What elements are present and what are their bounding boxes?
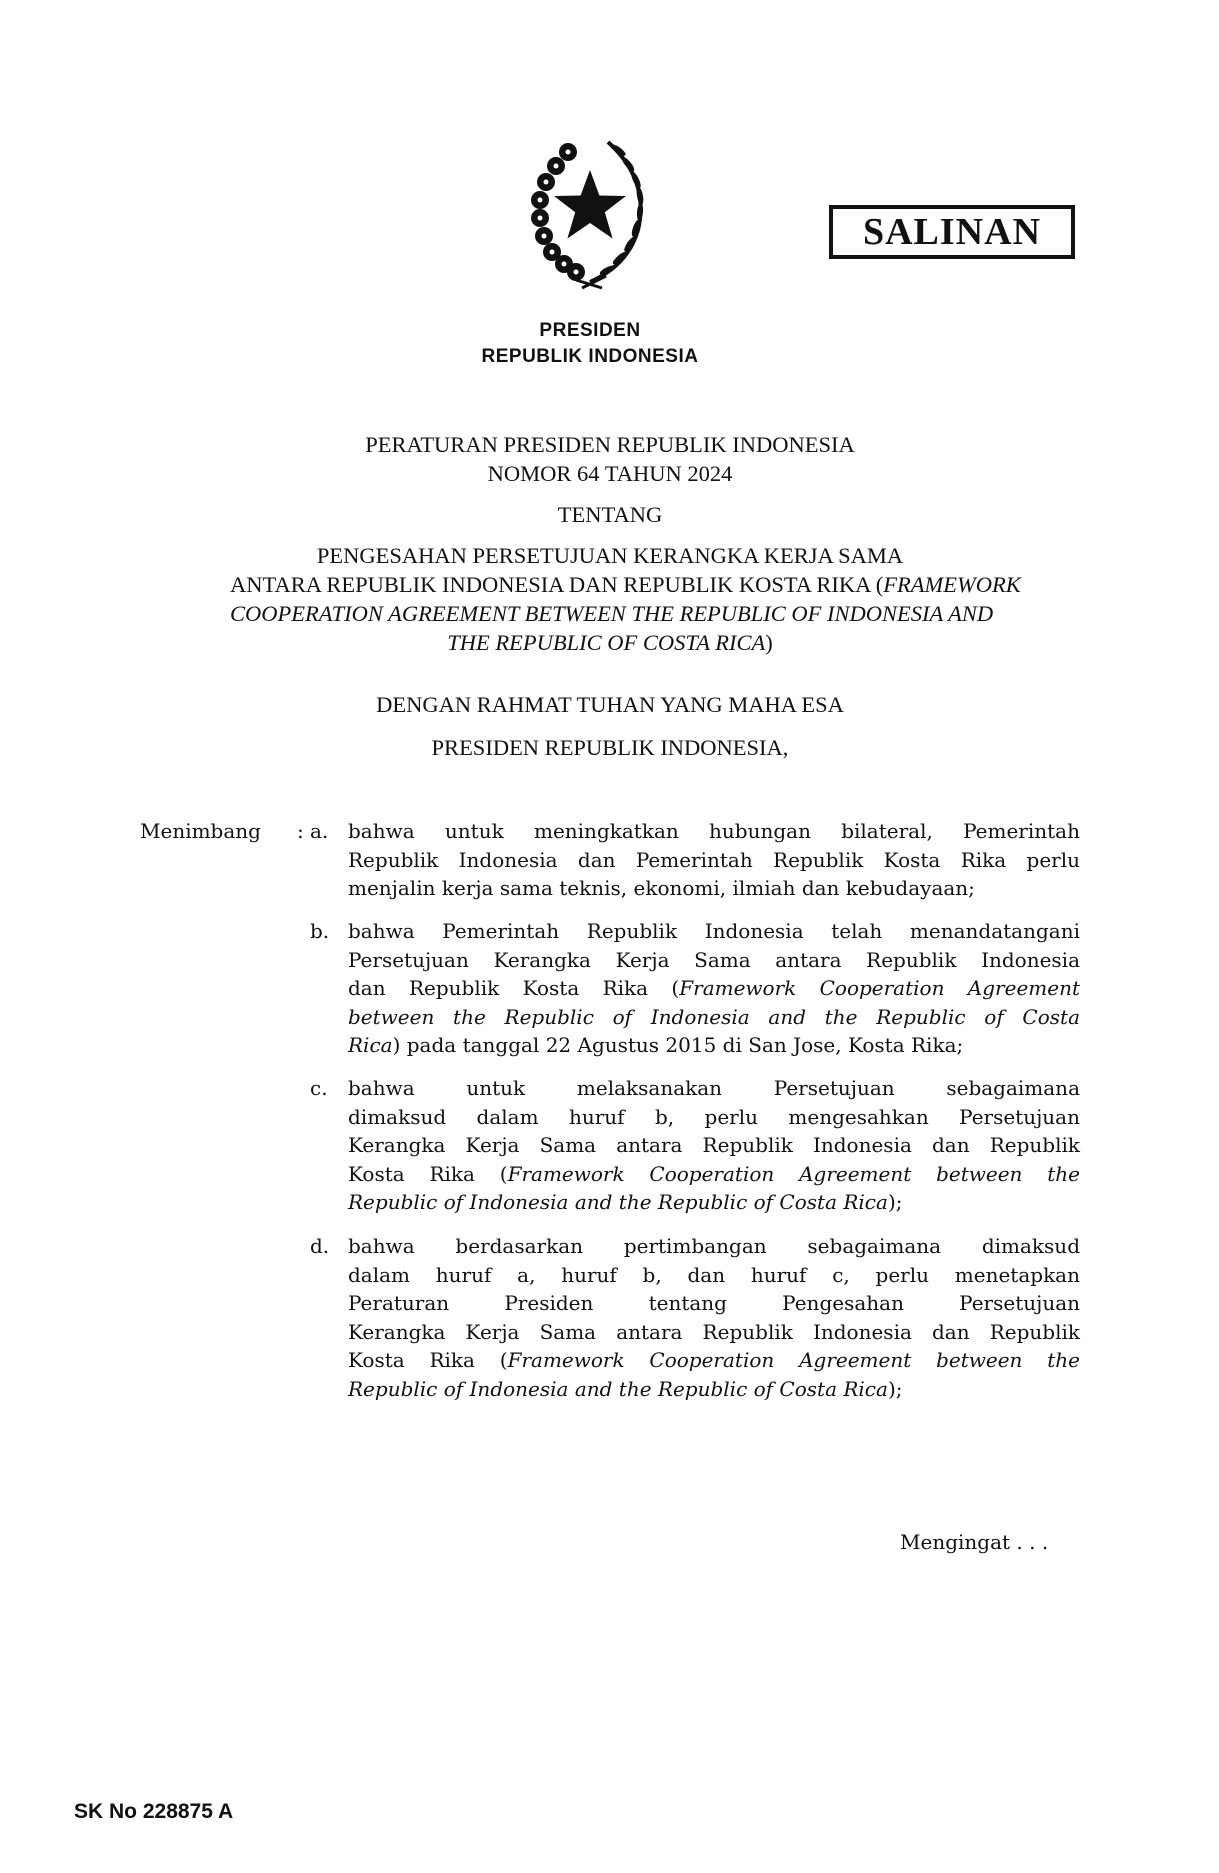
regulation-title — [230, 430, 1021, 657]
institution-line1: PRESIDEN — [539, 320, 641, 341]
item-text: bahwa untuk melaksanakan Persetujuan sebagaimana dimaksud dalam huruf b, perlu mengesahkan Persetujuan Kerangka Kerja Sama antara Republik Indonesia dan Republik Kosta Rika (Framework Cooperation Agreement between the Republic of Indonesia and the Republic of Costa Rica); — [348, 1076, 1080, 1214]
item-letter: b. — [310, 919, 330, 943]
presidential-seal-icon — [520, 130, 660, 290]
subject-line: PENGESAHAN PERSETUJUAN KERANGKA KERJA SAMA — [316, 543, 904, 568]
opening-line1: DENGAN RAHMAT TUHAN YANG MAHA ESA — [376, 692, 844, 717]
considerations-label: Menimbang — [140, 819, 261, 843]
title-number: NOMOR 64 TAHUN 2024 — [487, 461, 733, 486]
subject-line: THE REPUBLIC OF COSTA RICA) — [447, 630, 773, 655]
item-text: bahwa berdasarkan pertimbangan sebagaimana dimaksud dalam huruf a, huruf b, dan huruf c, perlu menetapkan Peraturan Presiden tentang Pengesahan Persetujuan Kerangka Kerja Sama antara Republik Indonesia dan Republik Kosta Rika (Framework Cooperation Agreement between the Republic of Indonesia and the Republic of Costa Rica); — [348, 1234, 1080, 1401]
subject-line: ANTARA REPUBLIK INDONESIA DAN REPUBLIK KOSTA RIKA (FRAMEWORK — [230, 572, 1021, 597]
opening-clause — [230, 690, 990, 762]
continuation-marker: Mengingat . . . — [900, 1530, 1049, 1554]
title-about: TENTANG — [557, 502, 663, 527]
institution-label — [440, 318, 740, 370]
considerations-colon: : — [297, 819, 304, 843]
document-number: SK No 228875 A — [74, 1800, 234, 1823]
item-letter: c. — [310, 1076, 328, 1100]
item-text: bahwa Pemerintah Republik Indonesia telah menandatangani Persetujuan Kerangka Kerja Sama antara Republik Indonesia dan Republik Kosta Rika (Framework Cooperation Agreement between the Republic of Indonesia and the Republic of Costa Rica) pada tanggal 22 Agustus 2015 di San Jose, Kosta Rika; — [348, 919, 1080, 1057]
item-letter: a. — [310, 819, 329, 843]
title-subject — [230, 541, 1021, 657]
title-line1: PERATURAN PRESIDEN REPUBLIK INDONESIA — [365, 432, 855, 457]
copy-stamp: SALINAN — [829, 205, 1075, 259]
institution-line2: REPUBLIK INDONESIA — [481, 346, 699, 367]
item-text: bahwa untuk meningkatkan hubungan bilateral, Pemerintah Republik Indonesia dan Pemerintah Republik Kosta Rika perlu menjalin kerja sama teknis, ekonomi, ilmiah dan kebudayaan; — [348, 819, 1080, 900]
subject-line: COOPERATION AGREEMENT BETWEEN THE REPUBLIC OF INDONESIA AND — [230, 601, 994, 626]
opening-line2: PRESIDEN REPUBLIK INDONESIA, — [431, 735, 789, 760]
item-letter: d. — [310, 1234, 330, 1258]
